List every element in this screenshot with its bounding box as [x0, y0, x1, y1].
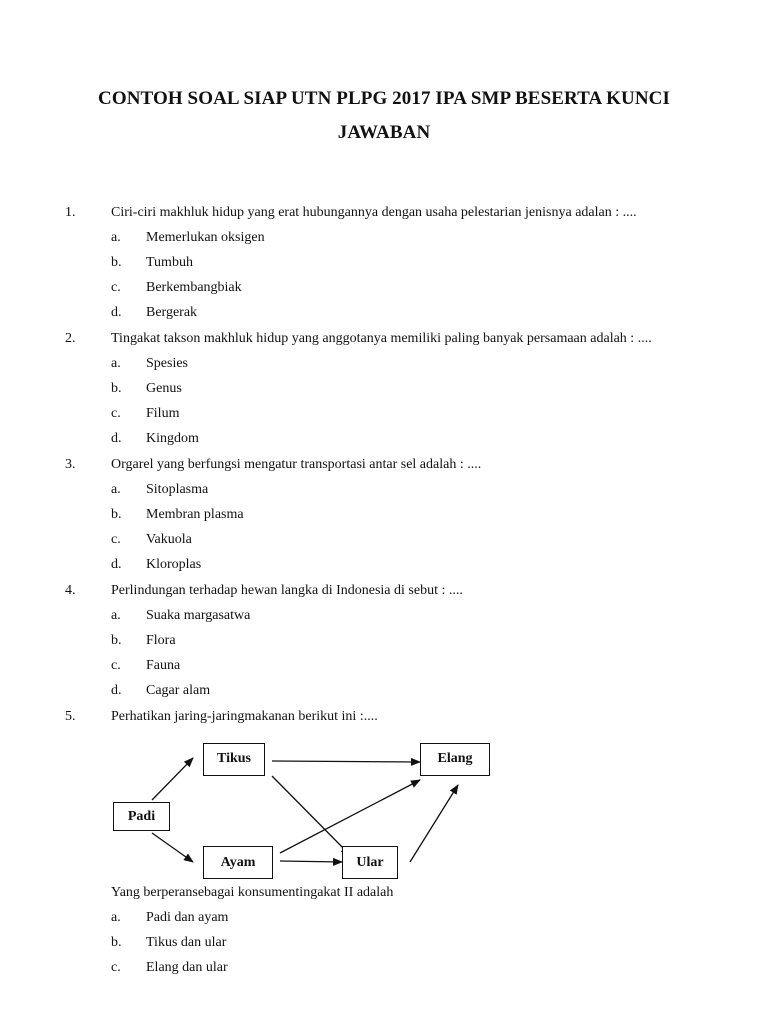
- question-5-number: 5.: [65, 709, 76, 724]
- question-4-option-a-letter: a.: [111, 608, 121, 623]
- arrow-ular-to-elang: [410, 785, 458, 862]
- question-2-option-a-letter: a.: [111, 356, 121, 371]
- arrow-padi-to-tikus: [152, 758, 193, 800]
- question-1-option-c-letter: c.: [111, 280, 121, 295]
- food-web-node-elang: Elang: [420, 743, 490, 776]
- question-2-number: 2.: [65, 331, 76, 346]
- question-5-option-a-letter: a.: [111, 910, 121, 925]
- food-web-node-padi: Padi: [113, 802, 170, 831]
- food-web-node-tikus: Tikus: [203, 743, 265, 776]
- question-3-option-d-text: Kloroplas: [146, 557, 202, 572]
- question-3-option-b-letter: b.: [111, 507, 122, 522]
- question-1-text: Ciri-ciri makhluk hidup yang erat hubungannya dengan usaha pelestarian jenisnya adalan : ....: [111, 205, 637, 220]
- question-5-option-c-letter: c.: [111, 960, 121, 975]
- question-3-option-c-text: Vakuola: [146, 532, 192, 547]
- question-5-option-b-letter: b.: [111, 935, 122, 950]
- question-1-option-b-text: Tumbuh: [146, 255, 193, 270]
- food-web-node-ular: Ular: [342, 846, 398, 879]
- question-2-option-b-text: Genus: [146, 381, 182, 396]
- arrow-tikus-to-elang: [272, 761, 420, 762]
- question-4-option-c-text: Fauna: [146, 658, 181, 673]
- question-2-option-a-text: Spesies: [146, 356, 188, 371]
- document-title-line-1: CONTOH SOAL SIAP UTN PLPG 2017 IPA SMP BESERTA KUNCI: [98, 88, 670, 109]
- question-5-option-b-text: Tikus dan ular: [146, 935, 227, 950]
- question-2-option-d-letter: d.: [111, 431, 122, 446]
- arrow-tikus-to-ular: [272, 776, 350, 855]
- question-2-option-b-letter: b.: [111, 381, 122, 396]
- question-5-option-a-text: Padi dan ayam: [146, 910, 229, 925]
- question-4-option-b-letter: b.: [111, 633, 122, 648]
- question-1-option-a-letter: a.: [111, 230, 121, 245]
- question-2-option-d-text: Kingdom: [146, 431, 199, 446]
- arrow-ayam-to-ular: [280, 861, 342, 862]
- question-4-option-c-letter: c.: [111, 658, 121, 673]
- question-3-number: 3.: [65, 457, 76, 472]
- question-2-text: Tingakat takson makhluk hidup yang anggotanya memiliki paling banyak persamaan adalah : ....: [111, 331, 652, 346]
- question-4-option-d-letter: d.: [111, 683, 122, 698]
- question-3-option-b-text: Membran plasma: [146, 507, 244, 522]
- question-5-followup: Yang berperansebagai konsumentingakat II adalah: [111, 885, 394, 900]
- question-1-option-d-text: Bergerak: [146, 305, 198, 320]
- question-4-option-b-text: Flora: [146, 633, 176, 648]
- question-4-number: 4.: [65, 583, 76, 598]
- question-3-option-a-letter: a.: [111, 482, 121, 497]
- question-4-option-a-text: Suaka margasatwa: [146, 608, 251, 623]
- question-3-option-a-text: Sitoplasma: [146, 482, 209, 497]
- question-1-option-c-text: Berkembangbiak: [146, 280, 242, 295]
- question-5-text: Perhatikan jaring-jaringmakanan berikut ini :....: [111, 709, 378, 724]
- food-web-node-ayam: Ayam: [203, 846, 273, 879]
- question-1-option-b-letter: b.: [111, 255, 122, 270]
- question-1-option-a-text: Memerlukan oksigen: [146, 230, 265, 245]
- arrow-padi-to-ayam: [152, 833, 193, 862]
- arrow-ayam-to-elang: [280, 780, 420, 853]
- question-2-option-c-text: Filum: [146, 406, 180, 421]
- question-4-text: Perlindungan terhadap hewan langka di Indonesia di sebut : ....: [111, 583, 463, 598]
- question-1-option-d-letter: d.: [111, 305, 122, 320]
- question-3-option-d-letter: d.: [111, 557, 122, 572]
- question-4-option-d-text: Cagar alam: [146, 683, 211, 698]
- question-3-text: Orgarel yang berfungsi mengatur transportasi antar sel adalah : ....: [111, 457, 482, 472]
- question-3-option-c-letter: c.: [111, 532, 121, 547]
- question-5-option-c-text: Elang dan ular: [146, 960, 228, 975]
- question-2-option-c-letter: c.: [111, 406, 121, 421]
- document-title-line-2: JAWABAN: [337, 122, 431, 143]
- question-1-number: 1.: [65, 205, 76, 220]
